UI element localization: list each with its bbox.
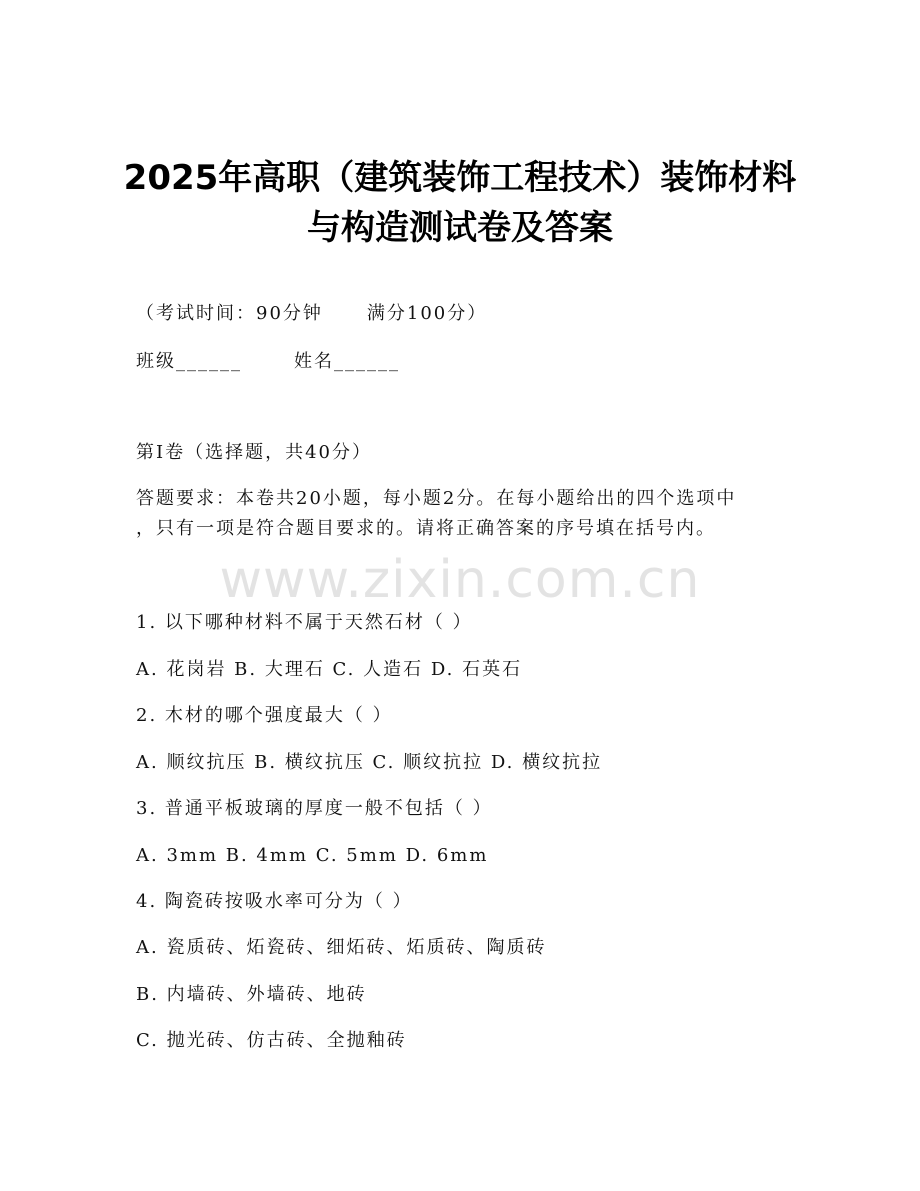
document-title-line-2: 与构造测试卷及答案 xyxy=(307,208,613,248)
section-instruction-line-2: ，只有一项是符合题目要求的。请将正确答案的序号填在括号内。 xyxy=(136,518,716,539)
exam-full-score: 满分100分） xyxy=(366,303,488,324)
question-1-stem: 1. 以下哪种材料不属于天然石材（ ） xyxy=(136,612,473,633)
document-title-line-1: 2025年高职（建筑装饰工程技术）装饰材料 xyxy=(123,158,797,198)
question-2-options: A. 顺纹抗压 B. 横纹抗压 C. 顺纹抗拉 D. 横纹抗拉 xyxy=(136,752,603,773)
name-field: 姓名______ xyxy=(294,351,400,372)
question-4-option-a: A. 瓷质砖、炻瓷砖、细炻砖、炻质砖、陶质砖 xyxy=(136,937,547,958)
student-fields xyxy=(136,350,400,374)
section-heading: 第I卷（选择题，共40分） xyxy=(136,442,373,463)
exam-info xyxy=(136,302,487,326)
question-1-options: A. 花岗岩 B. 大理石 C. 人造石 D. 石英石 xyxy=(136,659,523,680)
section-instruction-line-1: 答题要求：本卷共20小题，每小题2分。在每小题给出的四个选项中 xyxy=(136,488,737,509)
question-4-option-c: C. 抛光砖、仿古砖、全抛釉砖 xyxy=(136,1030,407,1051)
question-2-stem: 2. 木材的哪个强度最大（ ） xyxy=(136,705,393,726)
question-3-options: A. 3mm B. 4mm C. 5mm D. 6mm xyxy=(136,845,489,866)
question-4-stem: 4. 陶瓷砖按吸水率可分为（ ） xyxy=(136,891,413,912)
question-4-option-b: B. 内墙砖、外墙砖、地砖 xyxy=(136,984,367,1005)
class-field: 班级______ xyxy=(136,351,242,372)
question-3-stem: 3. 普通平板玻璃的厚度一般不包括（ ） xyxy=(136,798,493,819)
watermark: www.zixin.com.cn xyxy=(219,550,701,610)
exam-time: （考试时间：90分钟 xyxy=(136,303,323,324)
